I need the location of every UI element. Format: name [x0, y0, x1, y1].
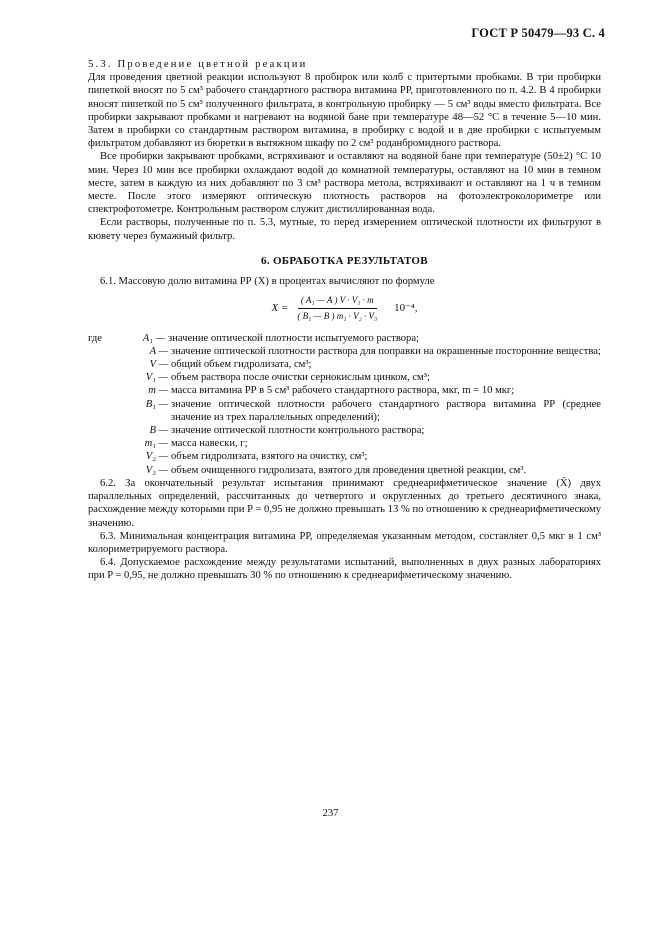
page-number: 237	[322, 808, 339, 819]
definition-symbol: m —	[148, 385, 168, 397]
definition-symbol: B₁ —	[145, 398, 168, 410]
section-5-3-paragraph-2: Все пробирки закрывают пробками, встряхивают и оставляют на водяной бане при температуре (50±2) °С 10 мин. Через 10 мин все пробирки охлаждают водой до комнатной температуры, оставляют на 10 мин в темном месте, затем в каждую из них добавляют по 3 см³ раствора метола, встряхивают и оставляют на 1 ч в темном месте. После этого измеряют оптическую плотность растворов на фотоэлектроколориметре или спектрофотометре. Контрольным раствором служит дистиллированная вода.	[88, 151, 601, 216]
definition-row	[128, 384, 601, 397]
definition-text: значение оптической плотности контрольного раствора;	[171, 425, 425, 437]
section-5-3-title: 5.3. Проведение цветной реакции	[88, 59, 308, 70]
definition-row	[128, 358, 601, 371]
definition-row	[128, 398, 601, 424]
definition-text: объем раствора после очистки сернокислым цинком, см³;	[171, 372, 430, 384]
section-5-3-paragraph-3: Если растворы, полученные по п. 5.3, мутные, то перед измерением оптической плотности их фильтруют в кювету через бумажный фильтр.	[88, 217, 601, 242]
page-header: ГОСТ Р 50479—93 С. 4	[471, 26, 605, 40]
formula-denominator: ( B₁ — B ) m₁ · V₂ · V₃	[297, 311, 378, 322]
definition-symbol: V₁ —	[145, 372, 168, 384]
formula	[88, 294, 601, 323]
section-6-2-paragraph: 6.2. За окончательный результат испытания принимают среднеарифметическое значение (X̄) двух параллельных определений, рассчитанных до четвертого и округленных до третьего десятичного знака, расхождение между которыми при P = 0,95 не должно превышать 13 % по отношению к среднеарифметическому значению.	[88, 477, 601, 529]
definition-symbol: B —	[149, 425, 168, 437]
definition-text: объем очищенного гидролизата, взятого для проведения цветной реакции, см³.	[171, 464, 527, 476]
definition-text: значение оптической плотности рабочего стандартного раствора витамина РР (среднее значение из трех параллельных определений);	[171, 398, 601, 423]
definition-symbol: m₁ —	[144, 438, 168, 450]
section-6-3-paragraph: 6.3. Минимальная концентрация витамина РР, определяемая указанным методом, составляет 0,5 мкг в 1 см³ колориметрируемого раствора.	[88, 530, 601, 555]
variable-definitions	[88, 332, 601, 477]
definition-text: объем гидролизата, взятого на очистку, см³;	[171, 451, 368, 463]
formula-lhs: X =	[271, 302, 289, 315]
definition-row	[128, 371, 601, 384]
definition-row	[128, 424, 601, 437]
definition-row	[128, 450, 601, 463]
definition-symbol: A —	[149, 345, 168, 357]
formula-multiplier: 10⁻⁴,	[394, 302, 418, 315]
where-label: где A₁ —	[88, 332, 165, 344]
section-6-4-paragraph: 6.4. Допускаемое расхождение между результатами испытаний, выполненных в двух разных лабораториях при P = 0,95, не должно превышать 30 % по отношению к среднеарифметическому значению.	[88, 557, 601, 582]
section-6-1-paragraph: 6.1. Массовую долю витамина РР (X) в процентах вычисляют по формуле	[100, 276, 435, 288]
definition-symbol: V₃ —	[145, 464, 168, 476]
document-body	[88, 58, 601, 583]
definition-row	[128, 464, 601, 477]
definition-text: масса витамина РР в 5 см³ рабочего стандартного раствора, мкг, m = 10 мкг;	[171, 385, 515, 397]
definition-symbol: V —	[149, 359, 168, 371]
definition-text: значение оптической плотности раствора для поправки на окрашенные посторонние вещества;	[171, 345, 601, 357]
definition-row	[128, 345, 601, 358]
definition-text: масса навески, г;	[171, 438, 248, 450]
formula-numerator: ( A₁ — A ) V · V₁ · m	[298, 294, 377, 309]
section-5-3-paragraph-1: Для проведения цветной реакции используют 8 пробирок или колб с притертыми пробками. В три пробирки пипеткой вносят по 5 см³ рабочего стандартного раствора витамина РР, приготовленного по п. 4.2. В 4 пробирки вносят пипеткой по 5 см³ полученного фильтрата, в контрольную пробирку — 5 см³ воды вместо фильтрата. Все пробирки закрывают пробками и нагревают на водяной бане при температуре 48—52 °С в течение 5—10 мин. Затем в пробирки со стандартным раствором витамина, в пробирку с водой и в две пробирки с испытуемым фильтратом добавляют из бюретки в вытяжном шкафу по 2 см³ роданбромидного раствора.	[88, 72, 601, 150]
formula-fraction	[294, 294, 380, 323]
definition-symbol: V₂ —	[145, 451, 168, 463]
definition-row: где A₁ — значение оптической плотности испытуемого раствора;	[88, 332, 419, 344]
definition-text: общий объем гидролизата, см³;	[171, 359, 312, 371]
section-6-heading: 6. ОБРАБОТКА РЕЗУЛЬТАТОВ	[261, 254, 428, 267]
definition-row	[128, 437, 601, 450]
